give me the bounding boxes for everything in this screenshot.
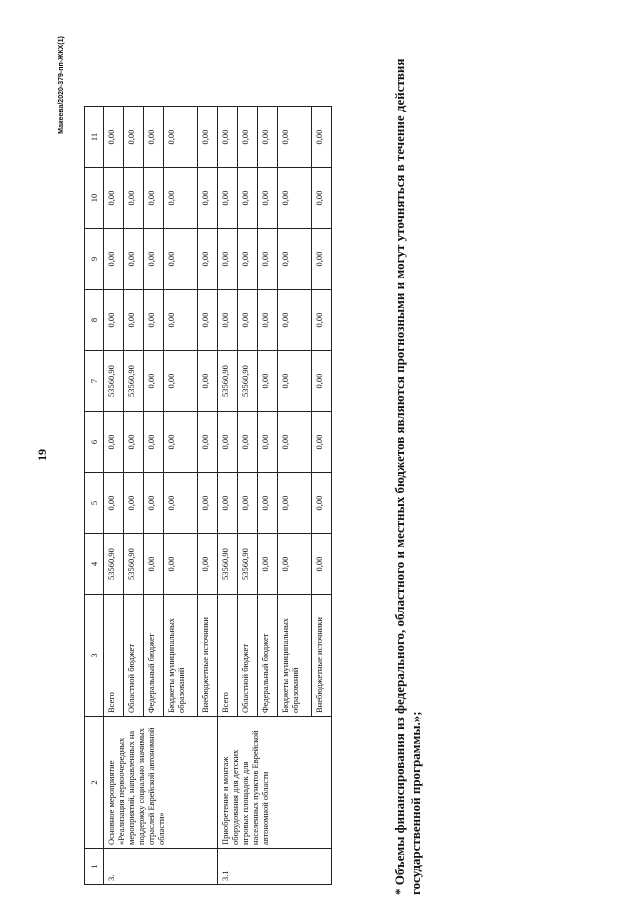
amount-cell: 53560,90 <box>124 351 144 412</box>
amount-cell: 0,00 <box>124 229 144 290</box>
table-row <box>104 107 124 885</box>
amount-cell: 0,00 <box>104 107 124 168</box>
amount-cell: 0,00 <box>198 107 218 168</box>
amount-cell: 0,00 <box>258 168 278 229</box>
amount-cell: 0,00 <box>144 412 164 473</box>
amount-cell: 0,00 <box>238 290 258 351</box>
amount-cell: 0,00 <box>258 412 278 473</box>
amount-cell: 0,00 <box>144 534 164 595</box>
funding-source: Внебюджетные источники <box>198 595 218 717</box>
amount-cell: 0,00 <box>144 229 164 290</box>
amount-cell: 0,00 <box>198 290 218 351</box>
funding-source: Бюджеты муниципальных образований <box>278 595 312 717</box>
amount-cell: 0,00 <box>124 290 144 351</box>
amount-cell: 0,00 <box>104 168 124 229</box>
amount-cell: 0,00 <box>218 412 238 473</box>
page-number: 19 <box>35 449 49 461</box>
amount-cell: 0,00 <box>104 412 124 473</box>
amount-cell: 0,00 <box>198 412 218 473</box>
amount-cell: 0,00 <box>164 290 198 351</box>
amount-cell: 0,00 <box>278 473 312 534</box>
amount-cell: 0,00 <box>278 229 312 290</box>
funding-source: Федеральный бюджет <box>144 595 164 717</box>
amount-cell: 0,00 <box>258 473 278 534</box>
amount-cell: 0,00 <box>238 473 258 534</box>
footnote: * Объемы финансирования из федерального, областного и местных бюджетов являются прогнозными и могут уточняться в течение действия государственной программы.»; <box>392 58 423 895</box>
amount-cell: 0,00 <box>258 351 278 412</box>
amount-cell: 0,00 <box>144 290 164 351</box>
header-cell: 10 <box>85 168 104 229</box>
header-cell: 5 <box>85 473 104 534</box>
item-name: Приобретение и монтаж оборудования для детских игровых площадок для населенных пунктов Еврейской автономной области <box>218 717 332 849</box>
funding-source: Бюджеты муниципальных образований <box>164 595 198 717</box>
amount-cell: 0,00 <box>278 290 312 351</box>
amount-cell: 53560,90 <box>104 351 124 412</box>
financing-table <box>84 106 332 885</box>
amount-cell: 0,00 <box>218 107 238 168</box>
table-row <box>218 107 238 885</box>
amount-cell: 0,00 <box>218 290 238 351</box>
funding-source: Всего <box>218 595 238 717</box>
amount-cell: 0,00 <box>104 229 124 290</box>
amount-cell: 0,00 <box>312 290 332 351</box>
amount-cell: 0,00 <box>124 107 144 168</box>
amount-cell: 53560,90 <box>104 534 124 595</box>
amount-cell: 0,00 <box>164 473 198 534</box>
amount-cell: 0,00 <box>278 351 312 412</box>
amount-cell: 0,00 <box>218 168 238 229</box>
amount-cell: 0,00 <box>258 229 278 290</box>
amount-cell: 0,00 <box>278 412 312 473</box>
amount-cell: 0,00 <box>312 351 332 412</box>
amount-cell: 0,00 <box>312 473 332 534</box>
table-header-row <box>85 107 104 885</box>
amount-cell: 0,00 <box>312 412 332 473</box>
amount-cell: 53560,90 <box>238 534 258 595</box>
amount-cell: 0,00 <box>198 168 218 229</box>
funding-source: Федеральный бюджет <box>258 595 278 717</box>
amount-cell: 0,00 <box>218 229 238 290</box>
amount-cell: 0,00 <box>258 107 278 168</box>
header-cell: 1 <box>85 849 104 885</box>
amount-cell: 0,00 <box>124 412 144 473</box>
amount-cell: 0,00 <box>164 107 198 168</box>
amount-cell: 0,00 <box>238 229 258 290</box>
header-cell: 4 <box>85 534 104 595</box>
amount-cell: 0,00 <box>198 473 218 534</box>
header-cell: 11 <box>85 107 104 168</box>
amount-cell: 0,00 <box>144 107 164 168</box>
amount-cell: 0,00 <box>144 473 164 534</box>
amount-cell: 0,00 <box>198 351 218 412</box>
amount-cell: 0,00 <box>238 412 258 473</box>
amount-cell: 0,00 <box>144 168 164 229</box>
amount-cell: 0,00 <box>104 290 124 351</box>
amount-cell: 0,00 <box>312 229 332 290</box>
amount-cell: 0,00 <box>164 229 198 290</box>
amount-cell: 0,00 <box>164 351 198 412</box>
amount-cell: 0,00 <box>278 534 312 595</box>
amount-cell: 53560,90 <box>124 534 144 595</box>
amount-cell: 0,00 <box>238 168 258 229</box>
header-cell: 9 <box>85 229 104 290</box>
amount-cell: 53560,90 <box>238 351 258 412</box>
header-cell: 6 <box>85 412 104 473</box>
header-cell: 7 <box>85 351 104 412</box>
amount-cell: 53560,90 <box>218 351 238 412</box>
item-number: 3.1 <box>218 849 332 885</box>
funding-source: Областной бюджет <box>238 595 258 717</box>
document-id: Макеева/2020-379-пп-ЖКХ(1) <box>58 36 65 134</box>
amount-cell: 0,00 <box>312 168 332 229</box>
amount-cell: 0,00 <box>164 168 198 229</box>
amount-cell: 0,00 <box>312 534 332 595</box>
amount-cell: 0,00 <box>278 107 312 168</box>
amount-cell: 0,00 <box>258 290 278 351</box>
amount-cell: 0,00 <box>164 412 198 473</box>
header-cell: 8 <box>85 290 104 351</box>
amount-cell: 0,00 <box>124 473 144 534</box>
amount-cell: 53560,90 <box>218 534 238 595</box>
funding-source: Областной бюджет <box>124 595 144 717</box>
amount-cell: 0,00 <box>104 473 124 534</box>
item-number: 3. <box>104 849 218 885</box>
funding-source: Всего <box>104 595 124 717</box>
funding-source: Внебюджетные источники <box>312 595 332 717</box>
amount-cell: 0,00 <box>198 229 218 290</box>
amount-cell: 0,00 <box>258 534 278 595</box>
amount-cell: 0,00 <box>198 534 218 595</box>
amount-cell: 0,00 <box>144 351 164 412</box>
amount-cell: 0,00 <box>124 168 144 229</box>
amount-cell: 0,00 <box>238 107 258 168</box>
header-cell: 2 <box>85 717 104 849</box>
amount-cell: 0,00 <box>218 473 238 534</box>
amount-cell: 0,00 <box>164 534 198 595</box>
header-cell: 3 <box>85 595 104 717</box>
amount-cell: 0,00 <box>278 168 312 229</box>
amount-cell: 0,00 <box>312 107 332 168</box>
item-name: Основное мероприятие «Реализация первоочередных мероприятий, направленных на поддержку социально значимых отраслей Еврейской автономной области» <box>104 717 218 849</box>
